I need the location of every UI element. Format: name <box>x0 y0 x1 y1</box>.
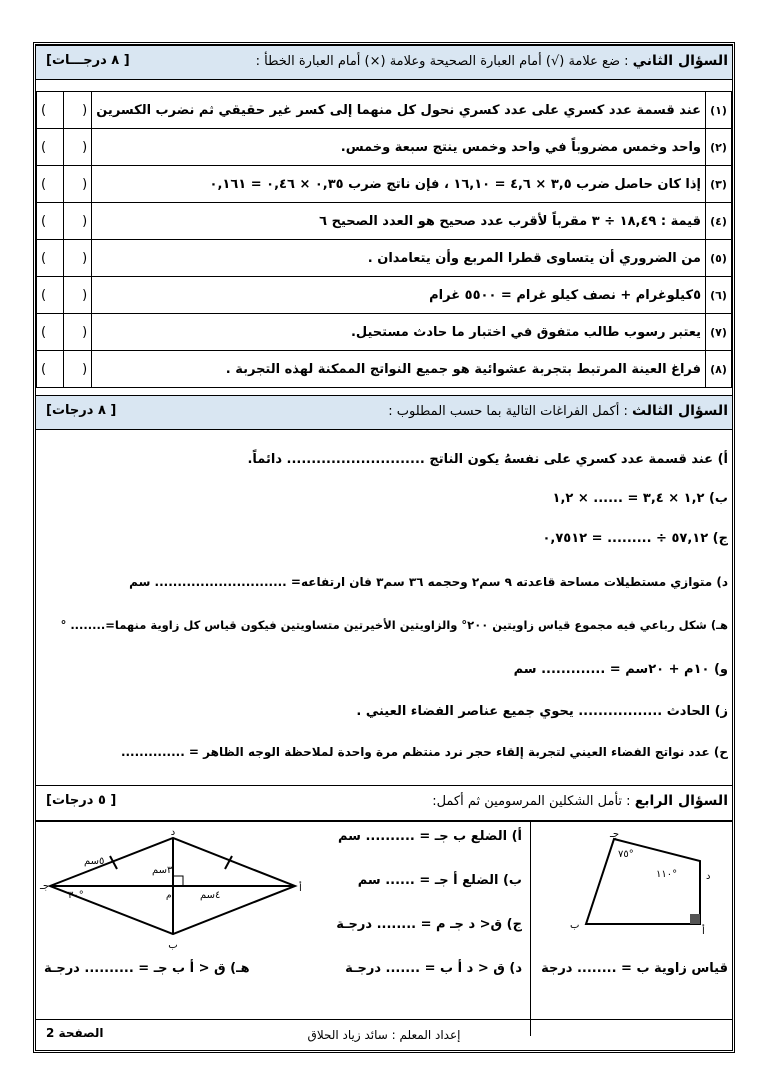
label-d: د <box>170 827 176 838</box>
q2-title: السؤال الثاني <box>632 53 728 69</box>
statement-row <box>37 277 732 314</box>
q4-item-c: ج) ق< د جـ م = ........ درجـة <box>336 917 522 932</box>
statement-row <box>37 129 732 166</box>
half-diagonal-db: ٣سم <box>152 865 173 876</box>
answer-open-bracket[interactable]: ( <box>64 314 92 351</box>
label-b: ب <box>168 940 178 951</box>
fill-item-c: ج) ٥٧,١٢ ÷ ......... = ٠,٧٥١٢ <box>542 531 728 546</box>
teacher-credit: إعداد المعلم : سائد زياد الحلاق <box>307 1028 461 1042</box>
statement-text: واحد وخمس مضروباً في واحد وخمس ينتج سبعة وخمس. <box>92 129 706 166</box>
fill-item-e: هـ) شكل رباعي فيه مجموع قياس زاويتين ٢٠٠° والزاويتين الأخيرتين متساويتين فيكون قياس كل زاوية منهما=........ ° <box>60 618 728 632</box>
statement-number: (٥) <box>706 240 732 277</box>
answer-open-bracket[interactable]: ( <box>64 129 92 166</box>
statement-text: يعتبر رسوب طالب متفوق في اختبار ما حادث مستحيل. <box>92 314 706 351</box>
answer-open-bracket[interactable]: ( <box>64 277 92 314</box>
statement-text: ٥كيلوغرام + نصف كيلو غرام = ٥٥٠٠ غرام <box>92 277 706 314</box>
answer-open-bracket[interactable]: ( <box>64 240 92 277</box>
quadrilateral-figure <box>548 829 711 939</box>
quadrilateral-shape <box>586 839 700 924</box>
q2-marks: [ ٨ درجـــات] <box>46 53 130 68</box>
answer-close-bracket[interactable]: ) <box>37 129 64 166</box>
angle-j: ٣٠° <box>68 890 84 901</box>
statement-number: (٣) <box>706 166 732 203</box>
fill-item-g: ز) الحادث ................. يحوي جميع عناصر الفضاء العيني . <box>356 704 728 719</box>
fill-item-f: و) ١٠م + ٢٠سم = ............. سم <box>513 662 728 677</box>
label-a: أ <box>299 883 302 894</box>
fill-item-h: ح) عدد نواتج الفضاء العيني لتجربة إلقاء حجر نرد منتظم مرة واحدة لملاحظة الوجه الظاهر = .............. <box>120 745 728 759</box>
statement-text: قيمة : ١٨,٤٩ ÷ ٣ مقرباً لأقرب عدد صحيح هو العدد الصحيح ٦ <box>92 203 706 240</box>
true-false-table <box>36 91 732 388</box>
statement-row <box>37 351 732 388</box>
answer-close-bracket[interactable]: ) <box>37 351 64 388</box>
q4-title: السؤال الرابع <box>634 793 728 809</box>
answer-open-bracket[interactable]: ( <box>64 203 92 240</box>
quad-label-b: ب <box>570 920 580 931</box>
quad-angle-j: ٧٥° <box>618 849 634 860</box>
statement-row <box>37 166 732 203</box>
quad-right-angle <box>690 914 700 924</box>
statement-text: عند قسمة عدد كسري على عدد كسري نحول كل منهما إلى كسر غير حقيقي ثم نضرب الكسرين <box>92 92 706 129</box>
statement-row <box>37 203 732 240</box>
label-j: جـ <box>40 881 50 892</box>
statement-number: (٤) <box>706 203 732 240</box>
side-length: ٥سم <box>84 856 105 867</box>
q4-item-a: أ) الضلع ب جـ = .......... سم <box>337 829 522 844</box>
exam-page <box>33 42 735 1053</box>
q3-header <box>36 395 732 430</box>
q4-figures <box>36 820 732 1036</box>
fill-item-d: د) متوازي مستطيلات مساحة قاعدته ٩ سم٢ وحجمه ٣٦ سم٣ فان ارتفاعه= ............................. سم <box>129 575 728 589</box>
q4-item-e: هـ) ق < أ ب جـ = .......... درجـة <box>44 961 250 976</box>
fill-item-b: ب) ١,٢ × ٣,٤ = ...... × ١,٢ <box>552 491 728 506</box>
statement-row <box>37 240 732 277</box>
answer-close-bracket[interactable]: ) <box>37 240 64 277</box>
answer-close-bracket[interactable]: ) <box>37 277 64 314</box>
statement-number: (٧) <box>706 314 732 351</box>
q4-divider <box>530 821 531 1036</box>
quad-label-d: د <box>706 871 711 882</box>
q4-instructions: : تأمل الشكلين المرسومين ثم أكمل: <box>432 794 631 809</box>
statement-row <box>37 314 732 351</box>
q2-header-text <box>256 53 728 69</box>
answer-close-bracket[interactable]: ) <box>37 203 64 240</box>
q4-item-d: د) ق < د أ ب = ....... درجـة <box>345 961 522 976</box>
q3-title: السؤال الثالث <box>631 403 728 419</box>
page-footer <box>36 1019 732 1050</box>
q4-marks: [ ٥ درجات] <box>46 793 117 808</box>
q2-instructions: : ضع علامة (√) أمام العبارة الصحيحة وعلامة (×) أمام العبارة الخطأ : <box>255 54 629 69</box>
q4-item-b: ب) الضلع أ جـ = ...... سم <box>357 873 522 888</box>
answer-open-bracket[interactable]: ( <box>64 351 92 388</box>
statement-text: فراغ العينة المرتبط بتجربة عشوائية هو جميع النواتج الممكنة لهذه التجربة . <box>92 351 706 388</box>
right-angle-mark <box>173 876 183 886</box>
q4-quad-question: قياس زاوية ب = ........ درجة <box>541 961 728 976</box>
quad-label-a: أ <box>702 926 705 937</box>
statement-text: إذا كان حاصل ضرب ٣,٥ × ٤,٦ = ١٦,١٠ ، فإن ناتج ضرب ٠,٣٥ × ٠,٤٦ = ٠,١٦١ <box>92 166 706 203</box>
statement-number: (١) <box>706 92 732 129</box>
answer-open-bracket[interactable]: ( <box>64 92 92 129</box>
quad-label-j: جـ <box>610 829 620 840</box>
quad-angle-d: ١١٠° <box>656 869 678 880</box>
label-m: م <box>166 891 172 901</box>
statement-text: من الضروري أن يتساوى قطرا المربع وأن يتعامدان . <box>92 240 706 277</box>
statement-number: (٢) <box>706 129 732 166</box>
statement-number: (٦) <box>706 277 732 314</box>
answer-open-bracket[interactable]: ( <box>64 166 92 203</box>
half-diagonal-ja: ٤سم <box>200 890 221 901</box>
answer-close-bracket[interactable]: ) <box>37 166 64 203</box>
statement-row <box>37 92 732 129</box>
fill-item-a: أ) عند قسمة عدد كسري على نفسهُ يكون الناتج ............................ دائماً. <box>247 452 728 467</box>
q3-instructions: : أكمل الفراغات التالية بما حسب المطلوب : <box>388 404 628 419</box>
rhombus-figure <box>40 826 302 961</box>
answer-close-bracket[interactable]: ) <box>37 92 64 129</box>
answer-close-bracket[interactable]: ) <box>37 314 64 351</box>
q4-header <box>36 785 732 822</box>
q2-header <box>36 45 732 80</box>
page-number: الصفحة 2 <box>46 1026 104 1040</box>
q3-marks: [ ٨ درجات] <box>46 403 117 418</box>
statement-number: (٨) <box>706 351 732 388</box>
